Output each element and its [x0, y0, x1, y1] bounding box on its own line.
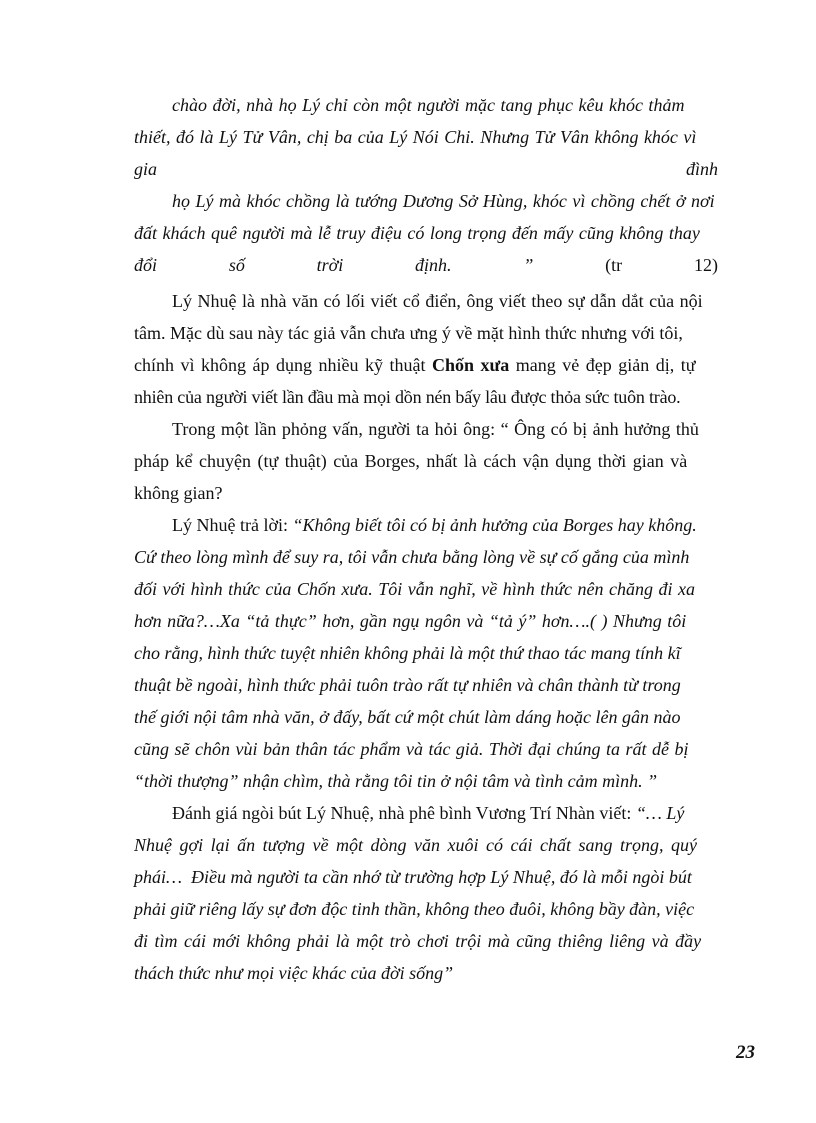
quote-line-6-word: (tr — [605, 255, 623, 275]
para4-line-4: phải giữ riêng lấy sự đơn độc tinh thần, không theo đuôi, không bầy đàn, việc — [134, 899, 695, 919]
para4-line-5: đi tìm cái mới không phải là một trò chơi trội mà cũng thiêng liêng và đầy — [134, 931, 702, 951]
quote-line-3-right: đình — [685, 159, 718, 179]
para3-line-1-quote: “Không biết tôi có bị ảnh hưởng của Borges hay không. — [292, 515, 697, 535]
para1-line-3-after: mang vẻ đẹp giản dị, tự — [509, 355, 696, 375]
quote-line-5: đất khách quê người mà lễ truy điệu có long trọng đến mấy cũng không thay — [134, 223, 700, 243]
para1-line-1: Lý Nhuệ là nhà văn có lối viết cổ điển, ông viết theo sự dẫn dắt của nội — [172, 291, 703, 311]
para2-line-2: pháp kể chuyện (tự thuật) của Borges, nhất là cách vận dụng thời gian và — [134, 451, 688, 471]
para1-line-3-before: chính vì không áp dụng nhiều kỹ thuật — [134, 355, 432, 375]
quote-line-6 — [134, 254, 718, 276]
para3-line-3: đối với hình thức của Chốn xưa. Tôi vẫn nghĩ, về hình thức nên chăng đi xa — [134, 579, 695, 599]
para3-line-4: hơn nữa?…Xa “tả thực” hơn, gần ngụ ngôn và “tả ý” hơn….( ) Nhưng tôi — [134, 611, 687, 631]
para3-line-1-lead: Lý Nhuệ trả lời: — [172, 515, 293, 535]
quote-line-3 — [134, 158, 718, 180]
page-number: 23 — [736, 1042, 755, 1063]
quote-line-1: chào đời, nhà họ Lý chỉ còn một người mặc tang phục kêu khóc thảm — [172, 95, 685, 115]
para3-line-7: thế giới nội tâm nhà văn, ở đấy, bất cứ một chút làm dáng hoặc lên gân nào — [134, 707, 681, 727]
book-title-chon-xua: Chốn xưa — [431, 355, 510, 375]
quote-line-6-word: đổi — [134, 255, 158, 275]
quote-line-3-left: gia — [134, 159, 158, 179]
quote-line-4: họ Lý mà khóc chồng là tướng Dương Sở Hùng, khóc vì chồng chết ở nơi — [172, 191, 715, 211]
para3-line-6: thuật bề ngoài, hình thức phải tuôn trào rất tự nhiên và chân thành từ trong — [134, 675, 681, 695]
para4-line-2: Nhuệ gợi lại ấn tượng về một dòng văn xuôi có cái chất sang trọng, quý — [134, 835, 697, 855]
para4-line-3: phái… Điều mà người ta cần nhớ từ trường hợp Lý Nhuệ, đó là mỗi ngòi bút — [134, 867, 692, 887]
para2-line-1: Trong một lần phỏng vấn, người ta hỏi ông: “ Ông có bị ảnh hưởng thủ — [172, 419, 699, 439]
para3-line-9: “thời thượng” nhận chìm, thà rằng tôi tin ở nội tâm và tình cảm mình. ” — [134, 771, 658, 791]
para2-line-3: không gian? — [134, 483, 223, 503]
para3-line-5: cho rằng, hình thức tuyệt nhiên không phải là một thứ thao tác mang tính kĩ — [134, 643, 681, 663]
quote-line-6-word: số — [228, 255, 245, 275]
para1-line-4: nhiên của người viết lần đầu mà mọi dồn nén bấy lâu được thỏa sức tuôn trào. — [134, 387, 681, 407]
para3-line-8: cũng sẽ chôn vùi bản thân tác phẩm và tác giả. Thời đại chúng ta rất dễ bị — [134, 739, 689, 759]
quote-line-6-word: trời — [316, 255, 344, 275]
quote-line-6-word: 12) — [693, 255, 718, 275]
para1-line-2: tâm. Mặc dù sau này tác giả vẫn chưa ưng ý về mặt hình thức nhưng với tôi, — [134, 323, 683, 343]
para1-line-3 — [0, 354, 816, 376]
para4-line-6: thách thức như mọi việc khác của đời sống” — [134, 963, 454, 983]
para4-line-1-quote: “… Lý — [635, 803, 685, 823]
para3-line-2: Cứ theo lòng mình để suy ra, tôi vẫn chưa bằng lòng về sự cố gắng của mình — [134, 547, 690, 567]
para3-line-1 — [0, 514, 816, 536]
quote-line-2: thiết, đó là Lý Tử Vân, chị ba của Lý Nói Chi. Nhưng Tử Vân không khóc vì — [134, 127, 697, 147]
para4-line-1-lead: Đánh giá ngòi bút Lý Nhuệ, nhà phê bình Vương Trí Nhàn viết: — [172, 803, 636, 823]
quote-line-6-word: ” — [523, 255, 534, 275]
quote-line-6-word: định. — [415, 255, 452, 275]
para4-line-1 — [0, 802, 816, 824]
